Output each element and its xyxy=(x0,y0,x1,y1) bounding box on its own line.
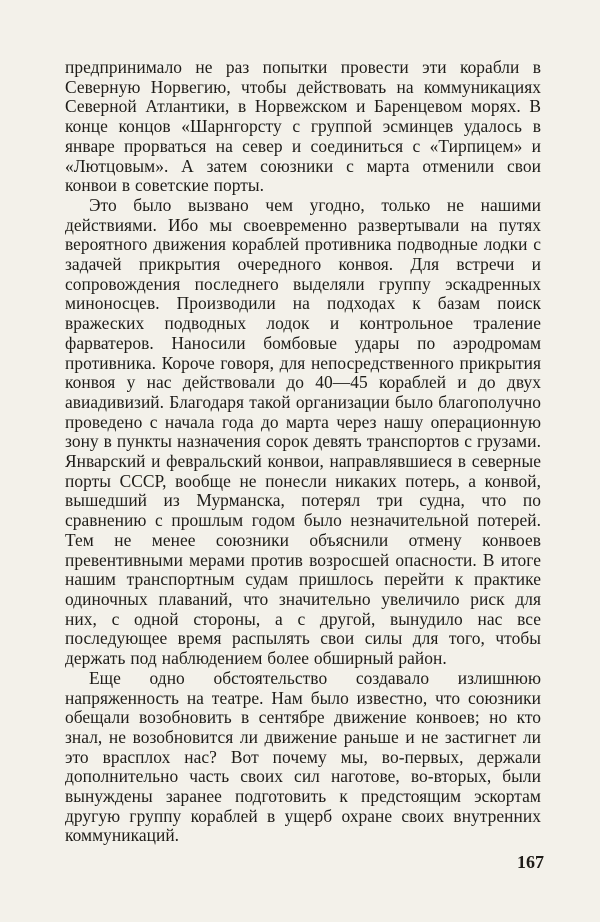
paragraph-2: Это было вызвано чем угодно, только не нашими действиями. Ибо мы своевременно развертывали на путях вероятного движения кораблей противника подводные лодки с задачей прикрытия очередного конвоя. Для встречи и сопровождения последнего выделяли группу эскадренных миноносцев. Производили на подходах к базам поиск вражеских подводных лодок и контрольное траление фарватеров. Наносили бомбовые удары по аэродромам противника. Короче говоря, для непосредственного прикрытия конвоя у нас действовали до 40—45 кораблей и до двух авиадивизий. Благодаря такой организации было благополучно проведено с начала года до марта через нашу операционную зону в пункты назначения сорок девять транспортов с грузами. Январский и февральский конвои, направлявшиеся в северные порты СССР, вообще не понесли никаких потерь, а конвой, вышедший из Мурманска, потерял три судна, что по сравнению с прошлым годом было незначительной потерей. Тем не менее союзники объяснили отмену конвоев превентивными мерами против возросшей опасности. В итоге нашим транспортным судам пришлось перейти к практике одиночных плаваний, что значительно увеличило риск для них, с одной стороны, а с другой, вынудило нас все последующее время распылять свои силы для того, чтобы держать под наблюдением более обширный район. xyxy=(65,194,541,669)
paragraph-3: Еще одно обстоятельство создавало излишнюю напряженность на театре. Нам было известно, что союзники обещали возобновить в сентябре движение конвоев; но кто знал, не возобновится ли движение раньше и не застигнет ли это врасплох нас? Вот почему мы, во-первых, держали дополнительно часть своих сил наготове, во-вторых, были вынуждены заранее подготовить к предстоящим эскортам другую группу кораблей в ущерб охране своих внутренних коммуникаций. xyxy=(65,667,541,846)
body-text xyxy=(65,58,541,846)
page-number: 167 xyxy=(517,852,544,872)
paragraph-1: предпринимало не раз попытки провести эти корабли в Северную Норвегию, чтобы действовать на коммуникациях Северной Атлантики, в Норвежском и Баренцевом морях. В конце концов «Шарнгорсту с группой эсминцев удалось в январе прорваться на север и соединиться с «Тирпицем» и «Лютцовым». А затем союзники с марта отменили свои конвои в советские порты. xyxy=(65,57,541,196)
